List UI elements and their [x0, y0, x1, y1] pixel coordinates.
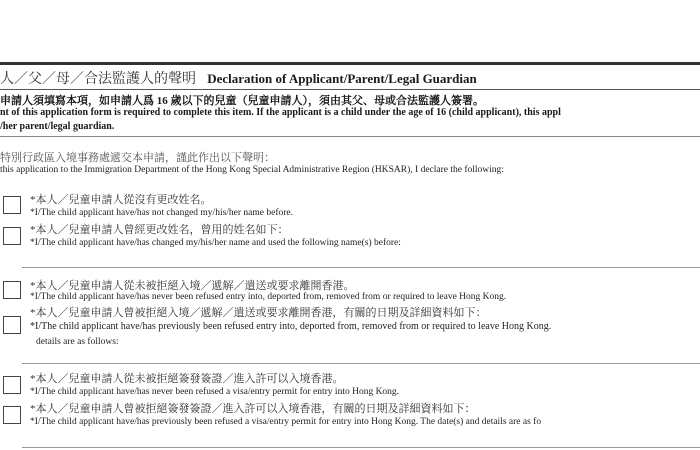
option-cn: *本人／兒童申請人從未被拒絕入境／遞解／遣送或要求離開香港。	[30, 280, 355, 292]
note-en-2: /her parent/legal guardian.	[0, 121, 115, 132]
option-en: *I/The child applicant have/has not changed my/his/her name before.	[30, 208, 294, 218]
previous-names-field[interactable]	[22, 267, 700, 268]
option-en: *I/The child applicant have/has never been refused a visa/entry permit for entry into Hong Kong.	[30, 387, 400, 397]
option-cn: *本人／兒童申請人曾被拒絕簽發簽證／進入許可以入境香港，有關的日期及詳細資料如下：	[30, 403, 476, 415]
title-cn: 人／父／母／合法監護人的聲明	[0, 72, 196, 87]
checkbox-previously-refused-entry[interactable]	[3, 316, 21, 334]
refused-entry-details-field[interactable]	[22, 363, 700, 364]
section-title	[0, 68, 477, 88]
checkbox-never-refused-visa[interactable]	[3, 376, 21, 394]
option-en: *I/The child applicant have/has previously been refused a visa/entry permit for entry into Hong Kong. The date(s) and details are as fo	[30, 417, 542, 427]
checkbox-name-changed[interactable]	[3, 227, 21, 245]
option-cn: *本人／兒童申請人從未被拒絕簽發簽證／進入許可以入境香港。	[30, 373, 344, 385]
note-cn: 申請人須填寫本項，如申請人爲 16 歲以下的兒童（兒童申請人），須由其父、母或合法監護人簽署。	[0, 95, 484, 107]
option-cn: *本人／兒童申請人從沒有更改姓名。	[30, 194, 212, 206]
option-en: *I/The child applicant have/has changed my/his/her name and used the following name(s) before:	[30, 238, 401, 248]
checkbox-name-not-changed[interactable]	[3, 196, 21, 214]
intro-cn: 特別行政區入境事務處遞交本申請，謹此作出以下聲明：	[0, 152, 275, 164]
top-thick-rule	[0, 62, 700, 65]
option-en: *I/The child applicant have/has never been refused entry into, deported from, removed from or required to leave Hong Kong.	[30, 292, 507, 302]
option-cn: *本人／兒童申請人曾被拒絕入境／遞解／遣送或要求離開香港，有關的日期及詳細資料如下：	[30, 307, 487, 319]
refused-visa-details-field[interactable]	[22, 447, 700, 448]
checkbox-previously-refused-visa[interactable]	[3, 406, 21, 424]
title-rule	[0, 89, 700, 90]
note-rule	[0, 136, 700, 137]
option-en-continued: details are as follows:	[36, 337, 119, 347]
option-en: *I/The child applicant have/has previously been refused entry into, deported from, removed from or required to leave Hong Kong.	[30, 321, 552, 332]
title-en: Declaration of Applicant/Parent/Legal Guardian	[207, 71, 477, 86]
checkbox-never-refused-entry[interactable]	[3, 281, 21, 299]
option-cn: *本人／兒童申請人曾經更改姓名，曾用的姓名如下：	[30, 224, 289, 236]
note-en-1: nt of this application form is required to complete this item. If the applicant is a child under the age of 16 (child applicant), this appl	[0, 107, 561, 118]
intro-en: this application to the Immigration Department of the Hong Kong Special Administrative Region (HKSAR), I declare the following:	[0, 165, 504, 175]
